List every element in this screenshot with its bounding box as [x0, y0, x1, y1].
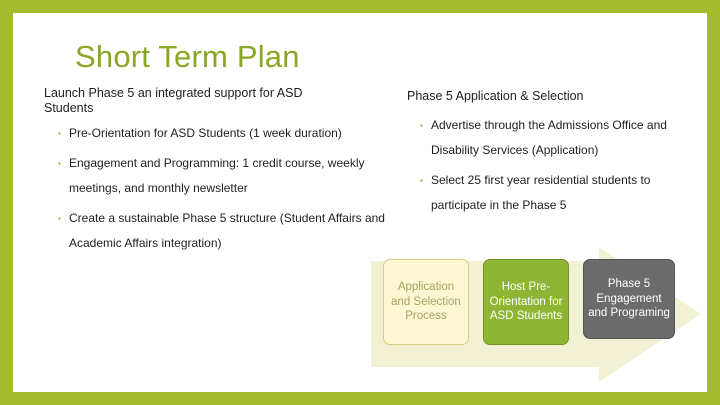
left-bullet-structure: ▪ Create a sustainable Phase 5 structure (Student Affairs and Academic Affairs integration): [58, 206, 398, 256]
slide-title: Short Term Plan: [75, 39, 300, 74]
right-bullet-advertise: ▪ Advertise through the Admissions Office and Disability Services (Application): [420, 113, 690, 163]
right-heading: Phase 5 Application & Selection: [407, 89, 584, 103]
process-step-pre-orientation: [483, 259, 569, 345]
left-bullet-engagement: ▪ Engagement and Programming: 1 credit course, weekly meetings, and monthly newsletter: [58, 151, 398, 201]
process-step-application-label: Application and Selection Process: [391, 281, 461, 323]
left-bullet-list: [58, 121, 398, 256]
left-heading: Launch Phase 5 an integrated support for ASD Students: [44, 86, 303, 115]
left-bullet-pre-orientation: ▪ Pre-Orientation for ASD Students (1 week duration): [58, 121, 398, 146]
slide-canvas: [13, 13, 707, 392]
right-bullet-list: [420, 113, 690, 218]
process-step-engagement: [583, 259, 675, 339]
process-step-application: [383, 259, 469, 345]
right-bullet-select: ▪ Select 25 first year residential students to participate in the Phase 5: [420, 168, 690, 218]
process-step-pre-orientation-label: Host Pre-Orientation for ASD Students: [489, 281, 563, 323]
process-step-engagement-label: Phase 5 Engagement and Programing: [588, 278, 670, 320]
